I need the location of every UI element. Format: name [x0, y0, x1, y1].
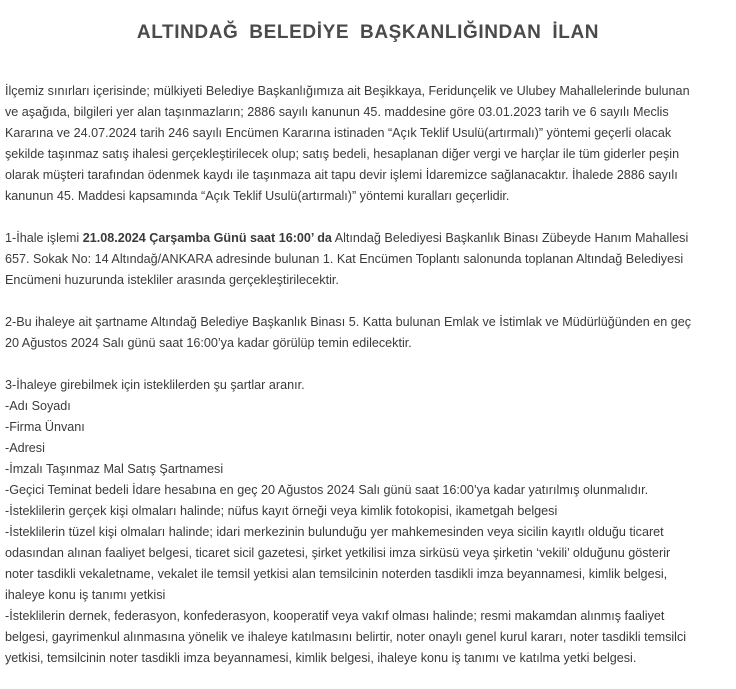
item-1-line: Encümeni huzurunda istekliler arasında gerçekleştirilecektir.: [5, 273, 339, 287]
page-title: ALTINDAĞ BELEDİYE BAŞKANLIĞINDAN İLAN: [136, 22, 600, 43]
intro-paragraph: [5, 81, 731, 207]
intro-line: İlçemiz sınırları içerisinde; mülkiyeti Belediye Başkanlığımıza ait Beşikkaya, Feridunçelik ve Ulubey Mahallelerinde bulunan: [5, 84, 690, 98]
requirement-line: -Adı Soyadı: [5, 399, 71, 413]
item-3-heading: 3-İhaleye girebilmek için isteklilerden şu şartlar aranır.: [5, 378, 305, 392]
item-2-paragraph: [5, 312, 731, 354]
item-1-rest: Altındağ Belediyesi Başkanlık Binası Zübeyde Hanım Mahallesi: [331, 231, 689, 245]
item-2-line: 20 Ağustos 2024 Salı günü saat 16:00’ya kadar görülüp temin edilecektir.: [5, 336, 412, 350]
requirement-line: -Adresi: [5, 441, 45, 455]
requirement-line: ihaleye konu iş tanımı yetkisi: [5, 588, 166, 602]
requirement-line: yetkisi, temsilcinin noter tasdikli imza beyannamesi, kimlik belgesi, ihaleye konu iş tanımı ve katılma yetki belgesi.: [5, 651, 637, 665]
requirement-line: -İsteklilerin gerçek kişi olmaları halinde; nüfus kayıt örneği veya kimlik fotokopisi, ikametgah belgesi: [5, 504, 558, 518]
requirement-line: -İsteklilerin dernek, federasyon, konfederasyon, kooperatif veya vakıf olması halinde; resmi makamdan alınmış faaliyet: [5, 609, 665, 623]
item-1-line: 657. Sokak No: 14 Altındağ/ANKARA adresinde bulunan 1. Kat Encümen Toplantı salonunda toplanan Altındağ Belediyesi: [5, 252, 684, 266]
requirement-line: odasından alınan faaliyet belgesi, ticaret sicil gazetesi, şirket yetkilisi imza sirküsü veya şirketin ‘vekili’ olduğunu gösterir: [5, 546, 671, 560]
requirement-line: -Geçici Teminat bedeli İdare hesabına en geç 20 Ağustos 2024 Salı günü saat 16:00’ya kadar yatırılmış olunmalıdır.: [5, 483, 649, 497]
requirements-list: [5, 396, 731, 669]
requirement-line: -İmzalı Taşınmaz Mal Satış Şartnamesi: [5, 462, 224, 476]
auction-date-time: 21.08.2024 Çarşamba Günü saat 16:00’ da: [82, 231, 332, 245]
intro-line: kanunun 45. Maddesi kapsamında “Açık Teklif Usulü(artırmalı)” yöntemi kuralları geçerlidir.: [5, 189, 510, 203]
intro-line: şekilde taşınmaz satış ihalesi gerçekleştirilecek olup; satış bedeli, hesaplanan diğer vergi ve harçlar ile tüm giderler peşin: [5, 147, 680, 161]
intro-line: olarak müşteri tarafından ödenmek kaydı ile taşınmaza ait tapu devir işlemi İdaremizce sağlanacaktır. İhalede 2886 sayılı: [5, 168, 678, 182]
intro-line: ve aşağıda, bilgileri yer alan taşınmazların; 2886 sayılı kanunun 45. maddesine göre 03.01.2023 tarih ve 6 sayılı Meclis: [5, 105, 669, 119]
requirement-line: belgesi, gayrimenkul alınmasına yönelik ve ihaleye katılmasını belirtir, noter onaylı genel kurul kararı, noter tasdikli temsilci: [5, 630, 687, 644]
item-1-prefix: 1-İhale işlemi: [5, 231, 83, 245]
item-1-paragraph: [5, 228, 731, 291]
intro-line: Kararına ve 24.07.2024 tarih 246 sayılı Encümen Kararına istinaden “Açık Teklif Usulü(artırmalı)” yöntemi geçerli olacak: [5, 126, 672, 140]
requirement-line: -Firma Ünvanı: [5, 420, 85, 434]
item-2-line: 2-Bu ihaleye ait şartname Altındağ Belediye Başkanlık Binası 5. Katta bulunan Emlak ve İstimlak ve Müdürlüğünden en geç: [5, 315, 692, 329]
item-1-line: [5, 228, 731, 249]
item-3-section: [5, 375, 731, 669]
announcement-body: [5, 81, 731, 669]
requirement-line: noter tasdikli vekaletname, vekalet ile temsil yetkisi alan temsilcinin noterden tasdikli imza beyannamesi, kimlik belgesi,: [5, 567, 668, 581]
requirement-line: -İsteklilerin tüzel kişi olmaları halinde; idari merkezinin bulunduğu yer mahkemesinden veya sicilin kayıtlı olduğu ticaret: [5, 525, 664, 539]
